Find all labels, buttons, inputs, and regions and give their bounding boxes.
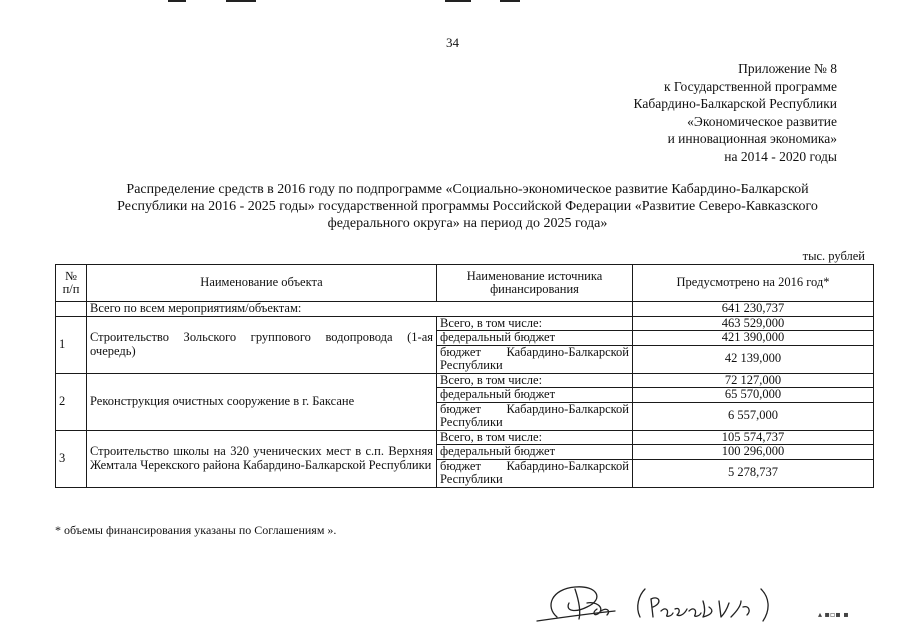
scan-artifact (168, 0, 186, 2)
planned-value: 5 278,737 (633, 459, 874, 487)
planned-value: 65 570,000 (633, 388, 874, 403)
total-row (56, 302, 874, 317)
header-source: Наименование источника финансирования (437, 265, 633, 302)
table-header-row (56, 265, 874, 302)
funding-table (55, 264, 874, 488)
appendix-block (634, 60, 837, 165)
scan-artifact (445, 0, 471, 2)
total-label: Всего по всем мероприятиям/объектам: (87, 302, 633, 317)
row-number: 2 (56, 373, 87, 430)
source-name: Всего, в том числе: (437, 430, 633, 445)
header-planned: Предусмотрено на 2016 год* (633, 265, 874, 302)
source-name: бюджет Кабардино-Балкарской Республики (437, 459, 633, 487)
appendix-line: «Экономическое развитие (687, 113, 837, 129)
planned-value: 72 127,000 (633, 373, 874, 388)
scan-artifact (500, 0, 520, 2)
planned-value: 105 574,737 (633, 430, 874, 445)
header-num: № п/п (56, 265, 87, 302)
table-row (56, 373, 874, 388)
object-name: Реконструкция очистных сооружение в г. Баксане (87, 373, 437, 430)
source-name: Всего, в том числе: (437, 373, 633, 388)
object-name: Строительство школы на 320 ученических мест в с.п. Верхняя Жемтала Черекского района Кабардино-Балкарской Республики (87, 430, 437, 487)
signature-image (535, 577, 795, 627)
title-line: Республики на 2016 - 2025 годы» государственной программы Российской Федерации «Развитие Северо-Кавказского (117, 199, 818, 214)
row-number: 1 (56, 316, 87, 373)
page-number: 34 (446, 35, 459, 50)
header-object: Наименование объекта (87, 265, 437, 302)
source-name: Всего, в том числе: (437, 316, 633, 331)
source-name: бюджет Кабардино-Балкарской Республики (437, 345, 633, 373)
appendix-line: и инновационная экономика» (667, 131, 837, 146)
planned-value: 6 557,000 (633, 402, 874, 430)
footnote: * объемы финансирования указаны по Соглашениям ». (55, 523, 337, 537)
title-line: федерального округа» на период до 2025 года» (327, 216, 608, 231)
source-name: федеральный бюджет (437, 331, 633, 346)
object-name: Строительство Зольского группового водопровода (1-ая очередь) (87, 316, 437, 373)
planned-value: 42 139,000 (633, 345, 874, 373)
planned-value: 421 390,000 (633, 331, 874, 346)
row-number: 3 (56, 430, 87, 487)
source-name: бюджет Кабардино-Балкарской Республики (437, 402, 633, 430)
table-row (56, 316, 874, 331)
total-value: 641 230,737 (633, 302, 874, 317)
units-label: тыс. рублей (802, 249, 865, 263)
source-name: федеральный бюджет (437, 388, 633, 403)
scan-corner-mark: ▴ ▪▫▪ ▪ (818, 610, 849, 619)
appendix-line: Приложение № 8 (738, 61, 837, 76)
document-title (60, 181, 875, 232)
total-num-cell (56, 302, 87, 317)
planned-value: 100 296,000 (633, 445, 874, 460)
scan-artifact (226, 0, 256, 2)
title-line: Распределение средств в 2016 году по подпрограмме «Социально-экономическое развитие Кабардино-Балкарской (126, 182, 809, 197)
source-name: федеральный бюджет (437, 445, 633, 460)
appendix-line: на 2014 - 2020 годы (724, 148, 837, 164)
appendix-line: к Государственной программе (663, 78, 837, 94)
appendix-line: Кабардино-Балкарской Республики (633, 96, 837, 111)
table-row (56, 430, 874, 445)
planned-value: 463 529,000 (633, 316, 874, 331)
